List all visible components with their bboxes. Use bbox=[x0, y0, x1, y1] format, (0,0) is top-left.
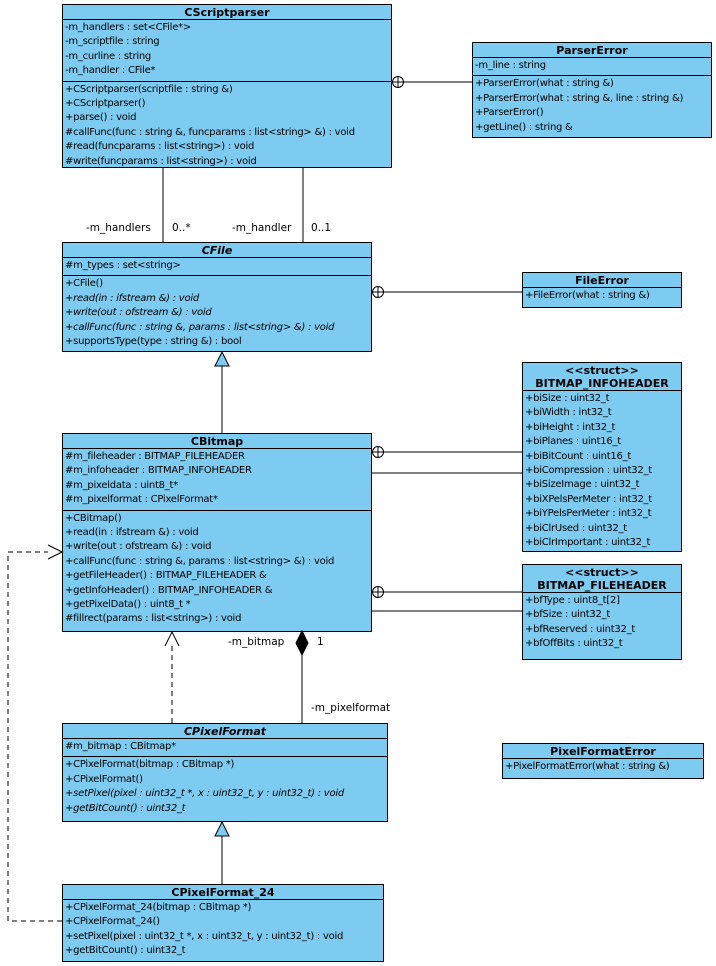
struct-title bbox=[523, 363, 681, 390]
class-methods bbox=[63, 756, 387, 818]
class-box-cpixelformat[interactable] bbox=[62, 723, 388, 822]
member: +biPlanes : uint16_t bbox=[525, 436, 621, 448]
member: +biBitCount : uint16_t bbox=[525, 450, 632, 462]
role-label-m-pixelformat: -m_pixelformat bbox=[311, 702, 391, 714]
member: +biClrUsed : uint32_t bbox=[525, 522, 627, 534]
class-methods bbox=[63, 899, 383, 961]
member: +getPixelData() : uint8_t * bbox=[65, 599, 191, 611]
member: +getInfoHeader() : BITMAP_INFOHEADER & bbox=[65, 584, 273, 596]
role-label-m-bitmap: -m_bitmap bbox=[228, 636, 285, 648]
anchor-cfile-fileerror[interactable] bbox=[372, 287, 522, 298]
member: -m_line : string bbox=[475, 60, 546, 71]
struct-box-bitmap-fileheader[interactable] bbox=[522, 564, 682, 660]
member: +callFunc(func : string &, params : list<string> &) : void bbox=[65, 321, 335, 333]
class-methods bbox=[473, 75, 711, 137]
member: +getBitCount() : uint32_t bbox=[65, 945, 186, 957]
member: +ParserError(what : string &, line : string &) bbox=[475, 92, 684, 104]
member: +CPixelFormat_24(bitmap : CBitmap *) bbox=[65, 902, 252, 913]
member: +ParserError(what : string &) bbox=[475, 78, 614, 90]
member: +biWidth : int32_t bbox=[525, 407, 612, 419]
dependency-cpixelformat-cbitmap[interactable] bbox=[165, 632, 179, 723]
class-box-fileerror[interactable] bbox=[522, 272, 682, 308]
stereotype-label: <<struct>> bbox=[565, 566, 639, 579]
member: +bfOffBits : uint32_t bbox=[525, 638, 623, 650]
member: #m_pixelformat : CPixelFormat* bbox=[65, 494, 218, 506]
member: #m_types : set<string> bbox=[65, 260, 181, 271]
member: #m_infoheader : BITMAP_INFOHEADER bbox=[65, 465, 252, 477]
class-attributes bbox=[63, 257, 371, 275]
member: +read(in : ifstream &) : void bbox=[65, 292, 199, 304]
class-box-cpixelformat-24[interactable] bbox=[62, 884, 384, 962]
member: +write(out : ofstream &) : void bbox=[65, 307, 212, 319]
generalization-cpixelformat24-cpixelformat[interactable] bbox=[215, 822, 229, 884]
member: +biCompression : uint32_t bbox=[525, 465, 652, 477]
class-box-pixelformaterror[interactable] bbox=[502, 743, 704, 779]
role-label-m-handlers: -m_handlers bbox=[86, 222, 151, 234]
member: #m_pixeldata : uint8_t* bbox=[65, 479, 178, 491]
anchor-cbitmap-infoheader[interactable] bbox=[372, 447, 522, 458]
class-name: BITMAP_INFOHEADER bbox=[535, 377, 669, 390]
struct-title bbox=[523, 565, 681, 592]
multiplicity-label-handler: 0..1 bbox=[311, 222, 332, 234]
member: #fillrect(params : list<string>) : void bbox=[65, 613, 242, 625]
class-methods bbox=[523, 287, 681, 305]
class-title: FileError bbox=[575, 274, 629, 287]
member: +write(out : ofstream &) : void bbox=[65, 541, 212, 553]
member: +setPixel(pixel : uint32_t *, x : uint32_t, y : uint32_t) : void bbox=[65, 930, 344, 942]
class-methods bbox=[63, 275, 371, 351]
struct-box-bitmap-infoheader[interactable] bbox=[522, 362, 682, 552]
member: +CPixelFormat() bbox=[65, 773, 143, 785]
member: +supportsType(type : string &) : bool bbox=[65, 336, 242, 348]
member: -m_curline : string bbox=[65, 50, 152, 62]
struct-attributes bbox=[523, 592, 681, 654]
member: +PixelFormatError(what : string &) bbox=[505, 761, 670, 772]
member: +biSizeImage : uint32_t bbox=[525, 479, 640, 491]
member: -m_scriptfile : string bbox=[65, 36, 160, 48]
member: +CScriptparser() bbox=[65, 98, 146, 110]
stereotype-label: <<struct>> bbox=[565, 364, 639, 377]
member: #m_fileheader : BITMAP_FILEHEADER bbox=[65, 451, 245, 462]
member: +CPixelFormat(bitmap : CBitmap *) bbox=[65, 759, 235, 771]
multiplicity-label-bitmap: 1 bbox=[317, 636, 324, 648]
multiplicity-label-handlers: 0..* bbox=[172, 222, 191, 234]
member: +CFile() bbox=[65, 278, 103, 290]
member: +biXPelsPerMeter : int32_t bbox=[525, 493, 652, 505]
member: +ParserError() bbox=[475, 107, 544, 119]
dependency-cpixelformat24-cbitmap[interactable] bbox=[8, 545, 62, 921]
class-title: CScriptparser bbox=[184, 6, 270, 19]
member: #m_bitmap : CBitmap* bbox=[65, 741, 176, 752]
member: -m_handlers : set<CFile*> bbox=[65, 22, 191, 33]
class-attributes bbox=[63, 738, 387, 756]
anchor-cscriptparser-parsererror[interactable] bbox=[392, 77, 472, 88]
member: +biSize : uint32_t bbox=[525, 393, 610, 404]
class-title: CPixelFormat_24 bbox=[171, 886, 275, 899]
composition-cbitmap-cpixelformat[interactable] bbox=[296, 631, 308, 723]
member: +getFileHeader() : BITMAP_FILEHEADER & bbox=[65, 570, 267, 582]
class-box-parsererror[interactable] bbox=[472, 42, 712, 138]
class-box-cbitmap[interactable] bbox=[62, 433, 372, 632]
class-methods bbox=[503, 758, 703, 776]
class-title: ParserError bbox=[556, 44, 628, 57]
member: +bfType : uint8_t[2] bbox=[525, 595, 620, 606]
role-label-m-handler: -m_handler bbox=[232, 222, 292, 234]
member: +read(in : ifstream &) : void bbox=[65, 527, 199, 539]
class-attributes bbox=[473, 57, 711, 75]
class-name: BITMAP_FILEHEADER bbox=[537, 579, 667, 592]
anchor-cbitmap-fileheader[interactable] bbox=[372, 587, 522, 598]
member: +biYPelsPerMeter : int32_t bbox=[525, 508, 652, 520]
class-title: PixelFormatError bbox=[550, 745, 656, 758]
member: -m_handler : CFile* bbox=[65, 65, 156, 77]
class-title: CPixelFormat bbox=[183, 725, 267, 738]
member: #read(funcparams : list<string>) : void bbox=[65, 141, 255, 153]
member: #write(funcparams : list<string>) : void bbox=[65, 155, 257, 167]
member: +CScriptparser(scriptfile : string &) bbox=[65, 83, 233, 95]
class-attributes bbox=[63, 448, 371, 510]
member: +setPixel(pixel : uint32_t *, x : uint32_t, y : uint32_t) : void bbox=[65, 788, 344, 800]
member: +bfReserved : uint32_t bbox=[525, 623, 636, 635]
member: +parse() : void bbox=[65, 112, 137, 124]
member: +biClrImportant : uint32_t bbox=[525, 537, 651, 549]
class-title: CBitmap bbox=[190, 435, 244, 448]
member: +CPixelFormat_24() bbox=[65, 916, 160, 928]
class-title: CFile bbox=[201, 244, 233, 257]
member: #callFunc(func : string &, funcparams : list<string> &) : void bbox=[65, 126, 355, 138]
class-box-cfile[interactable] bbox=[62, 242, 372, 352]
member: +biHeight : int32_t bbox=[525, 421, 616, 433]
struct-attributes bbox=[523, 390, 681, 552]
member: +getLine() : string & bbox=[475, 121, 573, 133]
class-attributes bbox=[63, 19, 391, 81]
member: +FileError(what : string &) bbox=[525, 290, 650, 301]
generalization-cbitmap-cfile[interactable] bbox=[215, 352, 229, 433]
class-methods bbox=[63, 510, 371, 629]
member: +getBitCount() : uint32_t bbox=[65, 802, 186, 814]
member: +callFunc(func : string &, params : list<string> &) : void bbox=[65, 555, 335, 567]
member: +bfSize : uint32_t bbox=[525, 609, 611, 621]
class-methods bbox=[63, 81, 391, 168]
class-box-cscriptparser[interactable] bbox=[62, 4, 392, 168]
member: +CBitmap() bbox=[65, 512, 122, 524]
